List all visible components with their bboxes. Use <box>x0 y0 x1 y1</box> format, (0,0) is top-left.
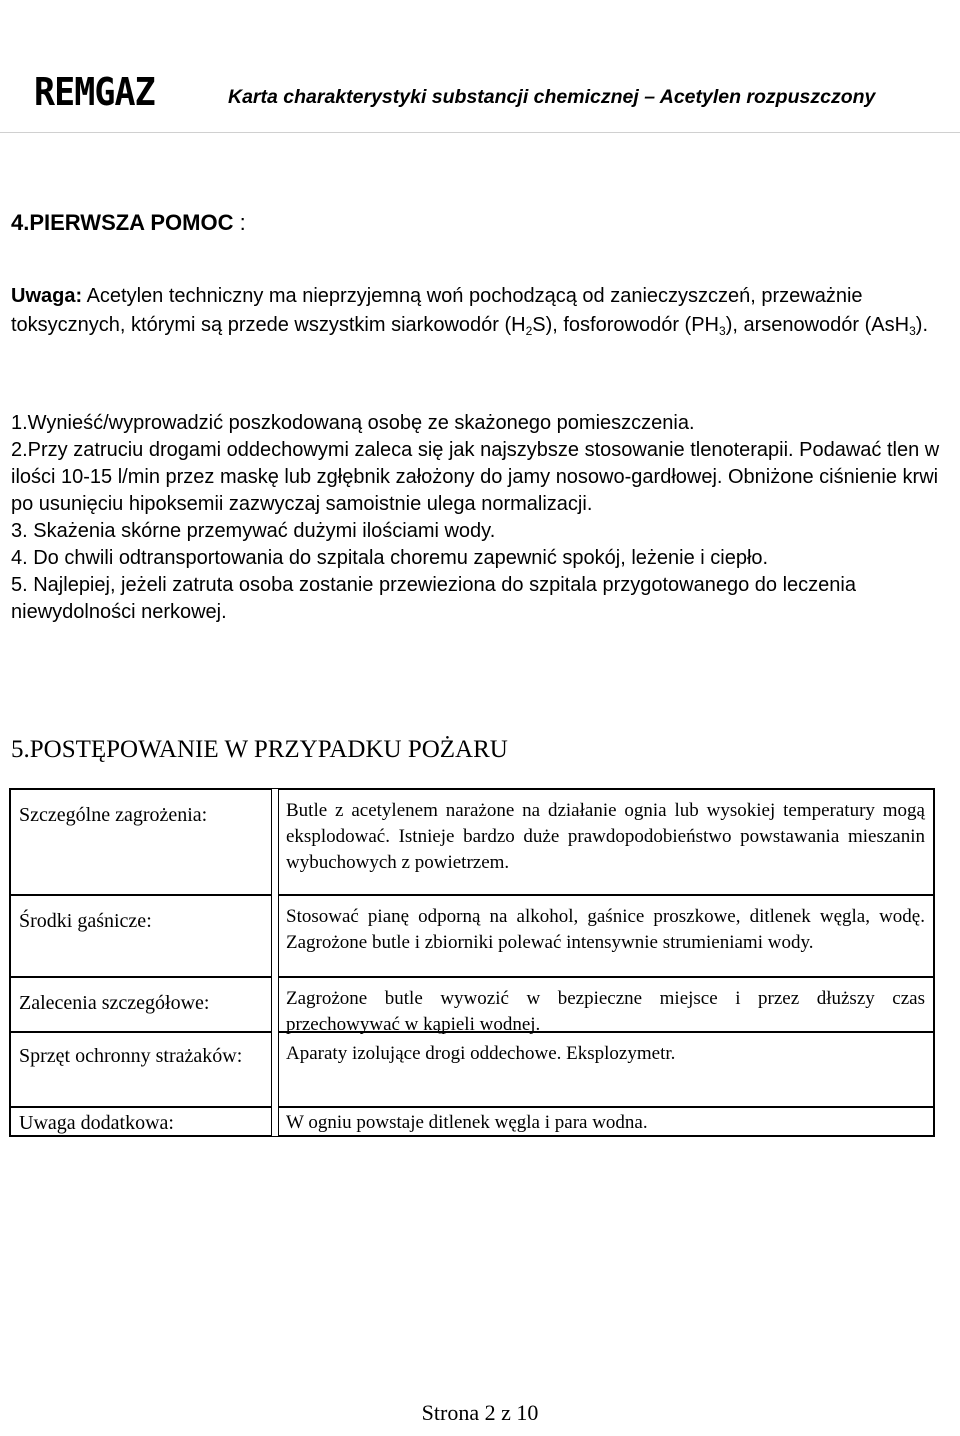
section-4-title-suffix: : <box>233 210 246 235</box>
note-subscript-1: 2 <box>525 324 533 338</box>
row-label: Sprzęt ochronny strażaków: <box>10 1032 272 1107</box>
document-title: Karta charakterystyki substancji chemicznej – Acetylen rozpuszczony <box>228 86 876 108</box>
note-text-2: S), fosforowodór (PH <box>532 314 719 336</box>
row-label: Szczególne zagrożenia: <box>10 789 272 895</box>
first-aid-step: 1.Wynieść/wyprowadzić poszkodowaną osobę ze skażonego pomieszczenia. <box>11 412 695 434</box>
note-text-1: Acetylen techniczny ma nieprzyjemną woń pochodzącą od zanieczyszczeń, przeważnie toksycznych, którymi są przede wszystkim siarkowodór (H <box>11 285 863 336</box>
row-value: W ogniu powstaje ditlenek węgla i para wodna. <box>278 1107 934 1136</box>
first-aid-step: 3. Skażenia skórne przemywać dużymi ilościami wody. <box>11 520 496 542</box>
page-number: Strona 2 z 10 <box>421 1400 539 1425</box>
row-value: Butle z acetylenem narażone na działanie ognia lub wysokiej temperatury mogą eksplodować. Istnieje bardzo duże prawdopodobieństwo powstawania mieszanin wybuchowych z powietrzem. <box>278 789 934 895</box>
company-logo: REMGAZ <box>34 70 155 114</box>
section-4-title-bold: 4.PIERWSZA POMOC <box>11 210 234 235</box>
note-text-3: ), arsenowodór (AsH <box>725 314 910 336</box>
note-subscript-2: 3 <box>719 324 726 338</box>
fire-measures-table <box>9 788 935 1137</box>
note-label: Uwaga: <box>11 285 83 307</box>
row-value: Aparaty izolujące drogi oddechowe. Eksplozymetr. <box>278 1032 934 1107</box>
first-aid-note <box>11 282 946 342</box>
first-aid-step: 2.Przy zatruciu drogami oddechowymi zaleca się jak najszybsze stosowanie tlenoterapii. Podawać tlen w ilości 10-15 l/min przez maskę lub zgłębnik założony do jamy nosowo-gardłowej. Obniżone ciśnienie krwi po usunięciu hipoksemii zazwyczaj samoistnie ulega normalizacji. <box>11 439 940 515</box>
row-label: Zalecenia szczegółowe: <box>10 977 272 1032</box>
header-divider <box>0 132 960 133</box>
row-value: Zagrożone butle wywozić w bezpieczne miejsce i przez dłuższy czas przechowywać w kąpieli wodnej. <box>278 977 934 1032</box>
note-subscript-3: 3 <box>909 324 916 338</box>
page-header <box>0 0 960 135</box>
first-aid-step: 5. Najlepiej, jeżeli zatruta osoba zostanie przewieziona do szpitala przygotowanego do leczenia niewydolności nerkowej. <box>11 574 856 623</box>
row-label: Uwaga dodatkowa: <box>10 1107 272 1136</box>
row-value: Stosować pianę odporną na alkohol, gaśnice proszkowe, ditlenek węgla, wodę. Zagrożone butle i zbiorniki polewać intensywnie strumieniami wody. <box>278 895 934 977</box>
row-label: Środki gaśnicze: <box>10 895 272 977</box>
section-4-title <box>11 210 246 236</box>
note-text-4: ). <box>915 314 928 336</box>
section-5-title: 5.POSTĘPOWANIE W PRZYPADKU POŻARU <box>11 736 508 763</box>
first-aid-steps <box>11 410 946 626</box>
first-aid-step: 4. Do chwili odtransportowania do szpitala choremu zapewnić spokój, leżenie i ciepło. <box>11 547 769 569</box>
